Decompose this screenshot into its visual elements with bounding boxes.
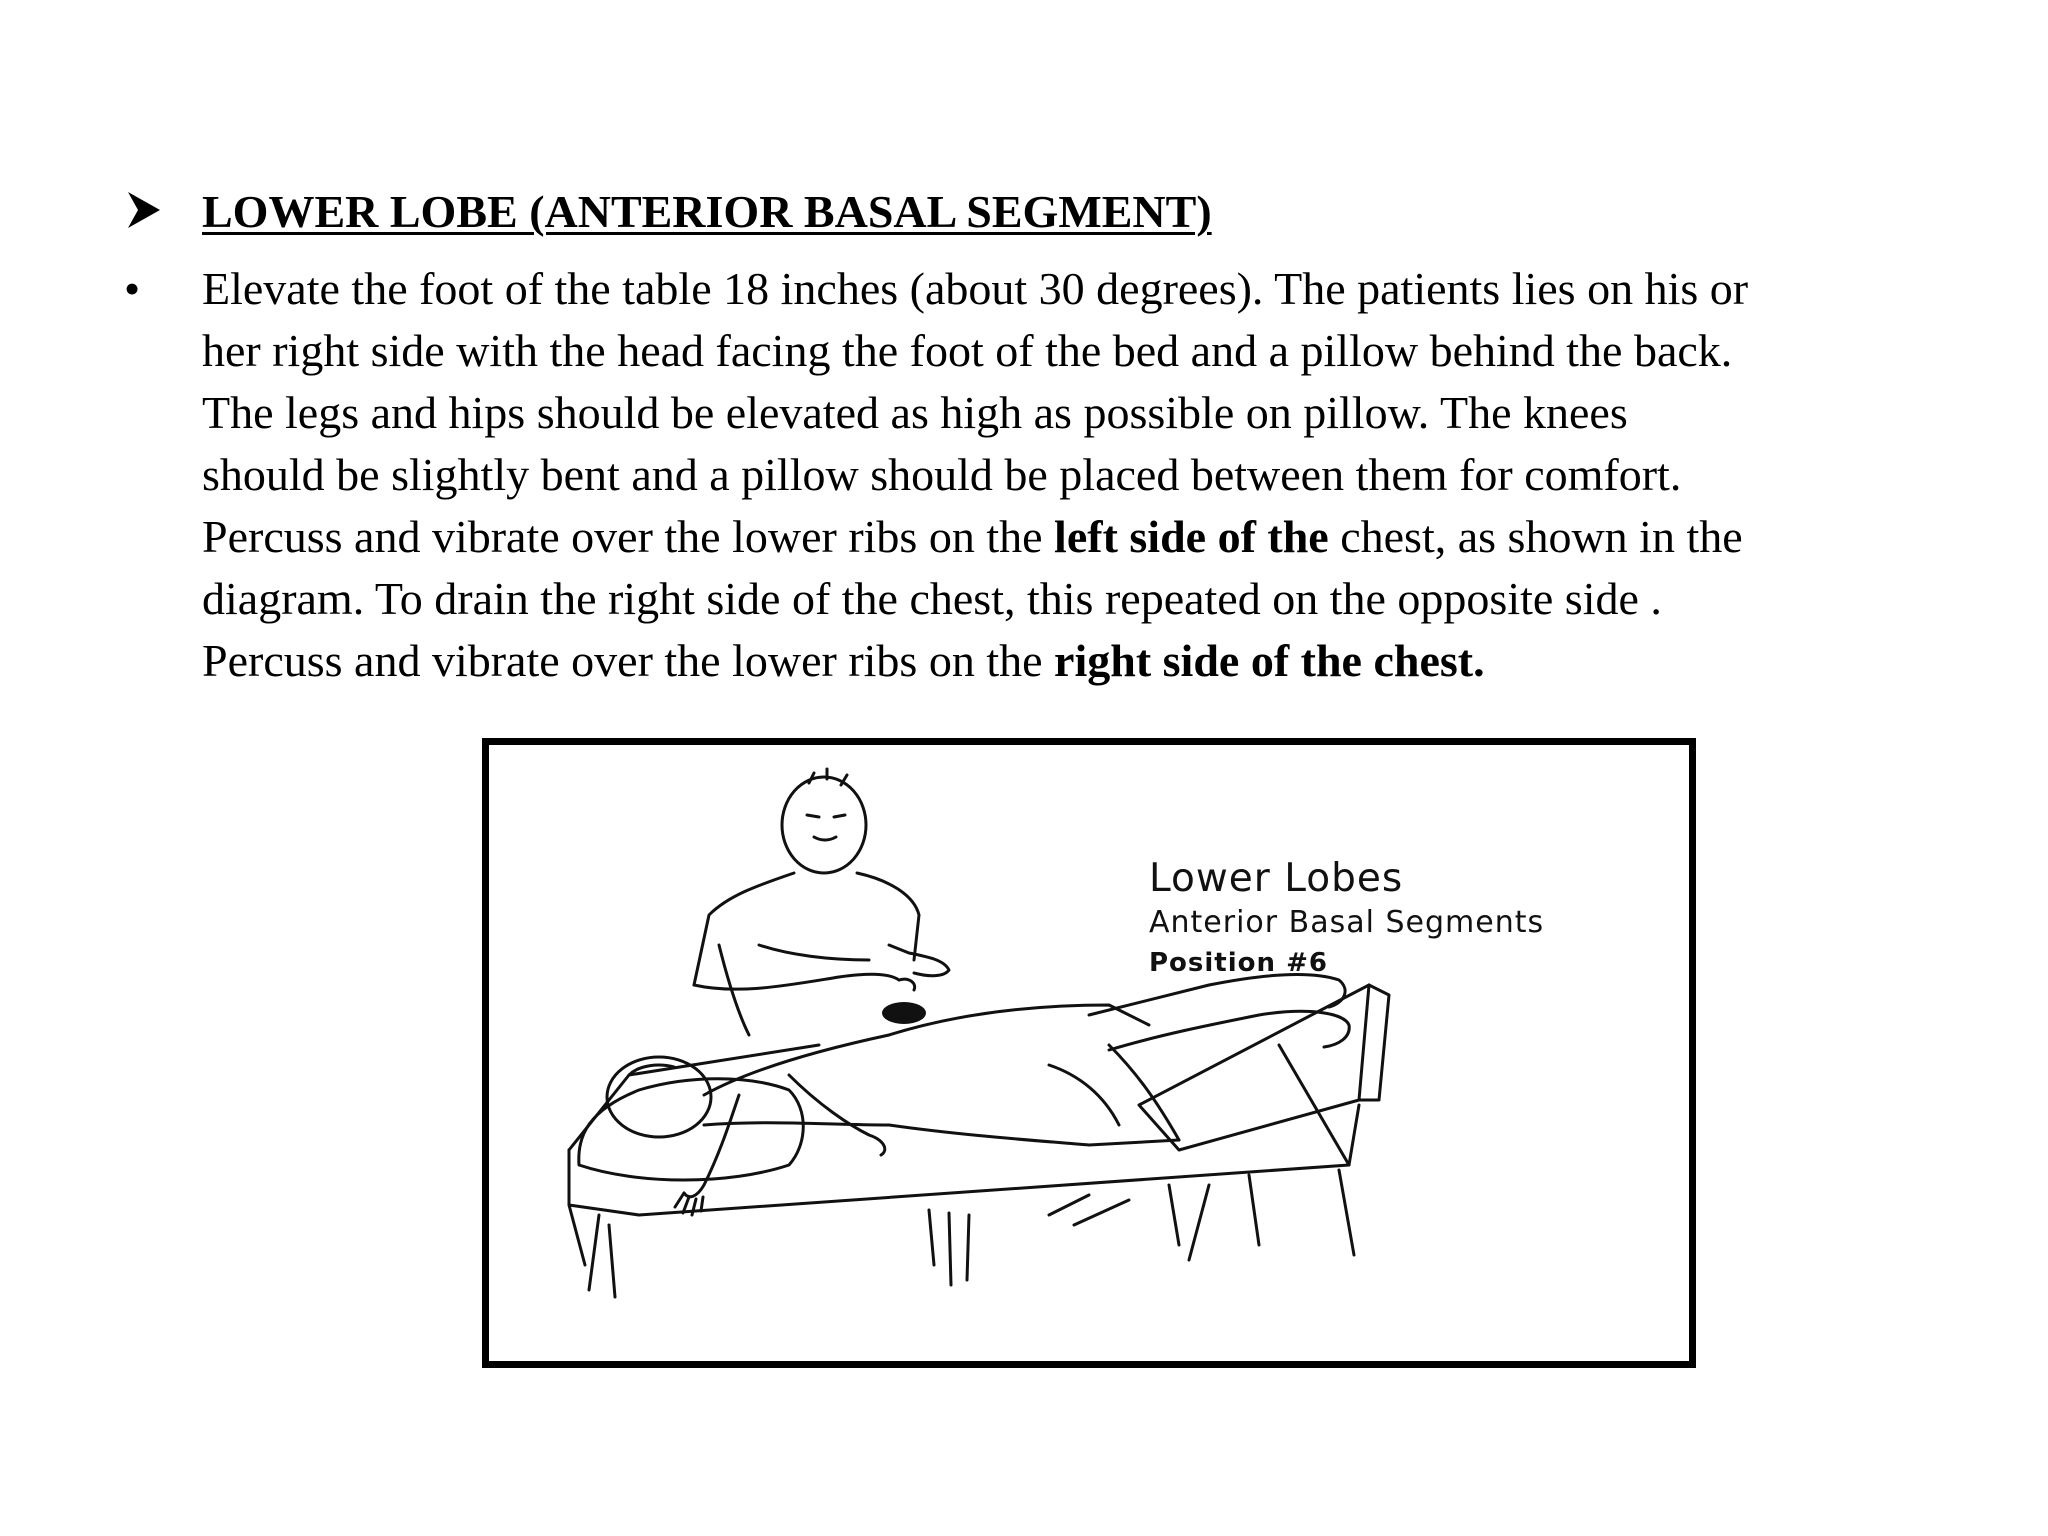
paragraph-line: Percuss and vibrate over the lower ribs on the left side of the chest, as shown in the bbox=[202, 511, 1743, 562]
paragraph-line: diagram. To drain the right side of the chest, this repeated on the opposite side . bbox=[202, 573, 1662, 624]
emphasis-left-side: left side of the bbox=[1054, 511, 1329, 562]
paragraph-line: Elevate the foot of the table 18 inches (about 30 degrees). The patients lies on his or bbox=[202, 263, 1749, 314]
paragraph-line: Percuss and vibrate over the lower ribs on the right side of the chest. bbox=[202, 635, 1485, 686]
caption-subtitle: Anterior Basal Segments bbox=[1149, 905, 1545, 940]
arrowhead-bullet-icon bbox=[124, 186, 164, 234]
line-drawing bbox=[489, 745, 1689, 1361]
paragraph-line: should be slightly bent and a pillow should be placed between them for comfort. bbox=[202, 449, 1682, 500]
heading-text: LOWER LOBE (ANTERIOR BASAL SEGMENT) bbox=[202, 186, 1212, 237]
percussion-spot bbox=[882, 1002, 926, 1024]
instruction-paragraph bbox=[202, 258, 2002, 692]
therapist-figure bbox=[694, 769, 949, 1035]
figure-caption bbox=[1149, 855, 1544, 983]
instruction-bullet bbox=[124, 258, 2004, 692]
treatment-table bbox=[569, 1045, 1359, 1297]
emphasis-right-side: right side of the chest. bbox=[1054, 635, 1485, 686]
bullet-dot: • bbox=[124, 263, 141, 314]
paragraph-line: The legs and hips should be elevated as high as possible on pillow. The knees bbox=[202, 387, 1628, 438]
caption-title: Lower Lobes bbox=[1149, 856, 1404, 901]
paragraph-line: her right side with the head facing the foot of the bed and a pillow behind the back. bbox=[202, 325, 1733, 376]
leg-wedge bbox=[1139, 985, 1389, 1150]
caption-position: Position #6 bbox=[1149, 948, 1328, 978]
postural-drainage-illustration bbox=[482, 738, 1696, 1368]
section-heading bbox=[124, 184, 1212, 240]
